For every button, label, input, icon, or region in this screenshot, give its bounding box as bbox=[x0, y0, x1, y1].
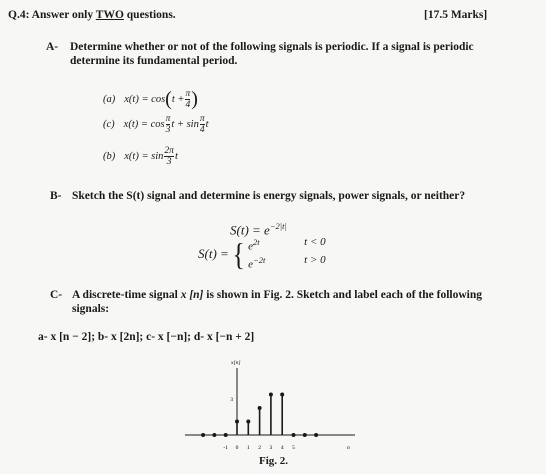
stem-point bbox=[269, 393, 273, 397]
left-brace: { bbox=[232, 235, 245, 272]
signal-eq1-exponent: −2|t| bbox=[269, 221, 287, 231]
frac-num: π bbox=[199, 114, 205, 124]
instruction-pre: Answer only bbox=[31, 9, 94, 21]
frac-den: 4 bbox=[199, 125, 205, 135]
x-tick-label: 5 bbox=[292, 445, 295, 451]
x-tick-label: 4 bbox=[280, 445, 284, 451]
signal-eq2-lhs: S(t) = bbox=[198, 245, 229, 261]
stem-point bbox=[280, 393, 284, 397]
case-2-expr-wrap bbox=[248, 254, 304, 272]
instruction-post: questions. bbox=[126, 9, 176, 21]
stem-point bbox=[246, 420, 250, 424]
right-paren: ) bbox=[191, 88, 198, 110]
x-tick-label: 1 bbox=[246, 445, 250, 451]
marks-label: [17.5 Marks] bbox=[424, 9, 488, 21]
part-b-text: Sketch the S(t) signal and determine is energy signals, power signals, or neither? bbox=[72, 190, 466, 202]
part-c-label: C- bbox=[50, 289, 63, 301]
frac-den: 4 bbox=[185, 100, 191, 110]
equation-c-mid: t + sin bbox=[171, 119, 199, 130]
left-paren: ( bbox=[165, 88, 172, 110]
stem-point bbox=[258, 406, 262, 410]
equation-b-fraction bbox=[164, 146, 174, 167]
equation-c-label: (c) bbox=[103, 119, 115, 130]
part-c-line1 bbox=[72, 288, 542, 302]
frac-num: π bbox=[185, 89, 191, 99]
instruction-two: TWO bbox=[95, 9, 124, 21]
signal-equation-2 bbox=[198, 236, 326, 271]
piecewise-cases bbox=[248, 236, 325, 271]
part-c-line1-pre: A discrete-time signal bbox=[72, 289, 178, 301]
equation-b-lhs: x(t) = sin bbox=[124, 151, 164, 162]
case-2-expr: e bbox=[248, 258, 254, 271]
signal-eq1-lhs: S(t) = e bbox=[230, 222, 270, 238]
part-c-tasks: a- x [n − 2]; b- x [2n]; c- x [−n]; d- x [−n + 2] bbox=[38, 331, 255, 343]
case-2 bbox=[248, 254, 325, 272]
equation-b bbox=[103, 146, 178, 167]
x-tick-label: 3 bbox=[269, 445, 273, 451]
equation-c-fraction-1 bbox=[166, 114, 171, 135]
case-1-cond: t < 0 bbox=[304, 236, 326, 248]
equation-c bbox=[103, 114, 209, 135]
stem-point bbox=[201, 433, 205, 437]
stems-group bbox=[201, 393, 318, 438]
case-2-exp: −2t bbox=[253, 254, 266, 265]
part-c-line1-signal: x [n] bbox=[180, 289, 204, 301]
x-tick-label: 0 bbox=[235, 445, 239, 451]
stem-point bbox=[224, 433, 228, 437]
equation-a bbox=[103, 88, 198, 111]
x-tick-label: -1 bbox=[223, 445, 228, 451]
tick-labels-group bbox=[223, 445, 295, 451]
stem-point bbox=[235, 420, 239, 424]
equation-b-tail: t bbox=[174, 151, 178, 162]
x-tick-label: 2 bbox=[258, 445, 261, 451]
equation-a-arg: t + bbox=[171, 94, 185, 105]
question-header bbox=[8, 9, 176, 21]
part-a-text bbox=[70, 40, 540, 68]
part-a-line1: Determine whether or not of the following signals is periodic. If a signal is periodic bbox=[70, 41, 474, 53]
equation-c-lhs: x(t) = cos bbox=[123, 119, 165, 130]
equation-a-label: (a) bbox=[103, 94, 116, 105]
equation-c-fraction-2 bbox=[200, 114, 205, 135]
figure-2-stem-plot bbox=[180, 356, 370, 456]
equation-a-fraction bbox=[185, 89, 190, 110]
question-number: Q.4: bbox=[8, 9, 30, 21]
case-1-exp: 2t bbox=[253, 237, 260, 247]
case-1-expr-wrap bbox=[248, 236, 304, 254]
stem-point bbox=[292, 433, 296, 437]
frac-den: 3 bbox=[166, 157, 172, 167]
case-2-cond: t > 0 bbox=[304, 253, 326, 266]
stem-point bbox=[212, 433, 216, 437]
equation-b-label: (b) bbox=[103, 151, 116, 162]
part-c-line2: signals: bbox=[72, 303, 110, 315]
equation-a-lhs: x(t) = cos bbox=[124, 94, 166, 105]
figure-caption: Fig. 2. bbox=[259, 455, 289, 467]
stem-point bbox=[314, 433, 318, 437]
part-a-line2: determine its fundamental period. bbox=[70, 55, 238, 67]
equation-c-tail: t bbox=[205, 119, 209, 130]
part-b-label: B- bbox=[50, 190, 62, 202]
y-tick-label: 3 bbox=[230, 397, 233, 403]
x-axis-label: n bbox=[347, 445, 350, 451]
part-c-text bbox=[72, 288, 542, 316]
y-axis-label: x[n] bbox=[231, 360, 241, 366]
part-a-label: A- bbox=[46, 41, 59, 53]
case-1-expr: e bbox=[248, 240, 254, 253]
frac-num: 2π bbox=[164, 146, 174, 156]
stem-point bbox=[303, 433, 307, 437]
part-c-line1-post: is shown in Fig. 2. Sketch and label each of the following bbox=[206, 289, 482, 301]
frac-den: 3 bbox=[165, 125, 171, 135]
case-1 bbox=[248, 236, 325, 254]
frac-num: π bbox=[165, 114, 171, 124]
